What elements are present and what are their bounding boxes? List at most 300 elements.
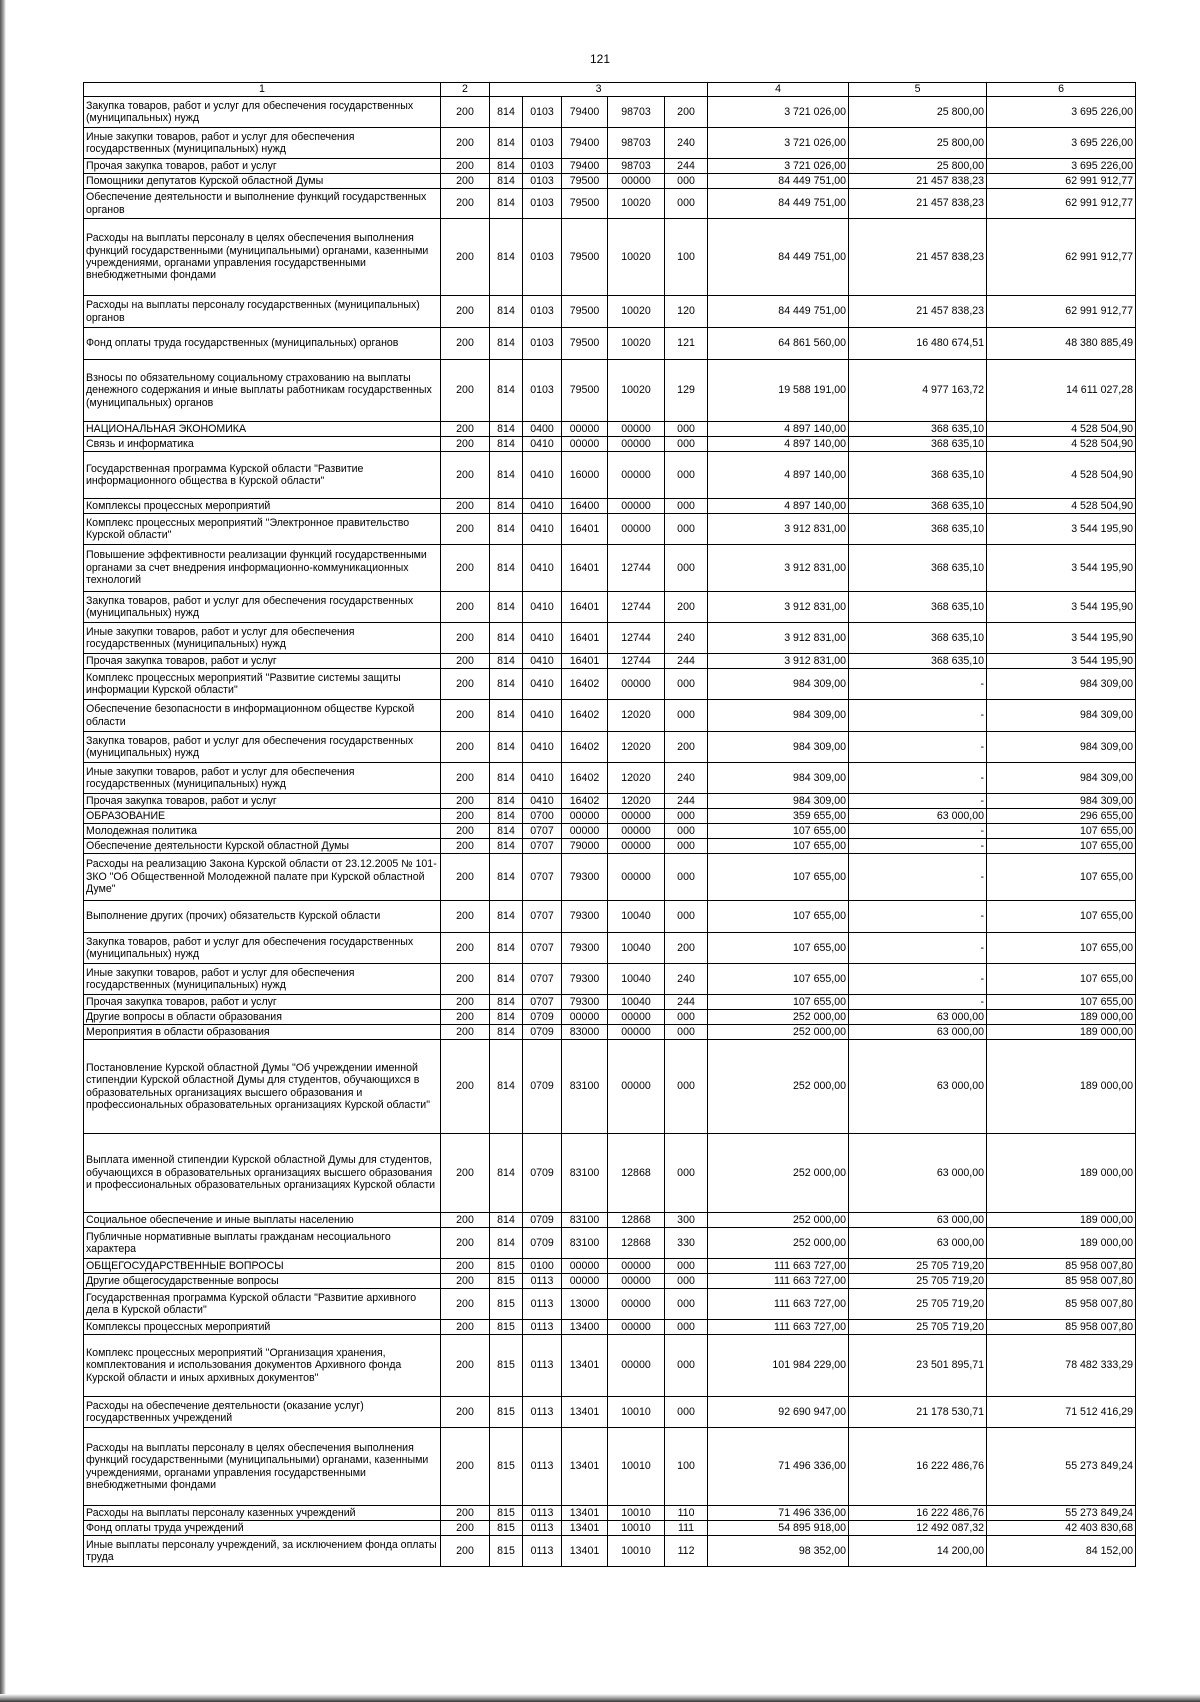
row-section-code: 0410 — [523, 763, 562, 794]
table-row — [84, 1040, 1136, 1134]
row-name: Комплекс процессных мероприятий "Развитие системы защиты информации Курской области" — [84, 669, 441, 700]
row-program-code: 79500 — [562, 328, 608, 360]
row-value-6: 107 655,00 — [987, 824, 1136, 839]
row-direction-code: 00000 — [608, 1040, 665, 1134]
row-expense-type: 300 — [665, 1213, 708, 1228]
row-program-code: 13401 — [562, 1335, 608, 1397]
row-dept-code: 814 — [490, 854, 523, 901]
header-col-1: 1 — [84, 83, 441, 97]
row-value-5: - — [849, 839, 987, 854]
row-name: Комплексы процессных мероприятий — [84, 1320, 441, 1335]
table-row — [84, 452, 1136, 499]
row-value-5: - — [849, 763, 987, 794]
row-value-5: 368 635,10 — [849, 452, 987, 499]
row-value-5: 63 000,00 — [849, 1010, 987, 1025]
row-dept-code: 814 — [490, 1010, 523, 1025]
row-direction-code: 10020 — [608, 219, 665, 296]
row-expense-type: 000 — [665, 1335, 708, 1397]
row-dept-code: 814 — [490, 189, 523, 219]
table-row — [84, 732, 1136, 763]
row-name: Выполнение других (прочих) обязательств Курской области — [84, 901, 441, 933]
row-value-4: 84 449 751,00 — [708, 219, 849, 296]
row-expense-type: 244 — [665, 794, 708, 809]
row-admin-code: 200 — [441, 592, 490, 623]
row-expense-type: 000 — [665, 1397, 708, 1428]
row-direction-code: 00000 — [608, 1274, 665, 1289]
row-dept-code: 814 — [490, 128, 523, 159]
row-admin-code: 200 — [441, 732, 490, 763]
row-value-4: 359 655,00 — [708, 809, 849, 824]
row-program-code: 16401 — [562, 514, 608, 545]
row-admin-code: 200 — [441, 174, 490, 189]
row-section-code: 0113 — [523, 1521, 562, 1536]
row-program-code: 79300 — [562, 933, 608, 964]
table-row — [84, 1289, 1136, 1320]
row-admin-code: 200 — [441, 1397, 490, 1428]
row-value-6: 85 958 007,80 — [987, 1259, 1136, 1274]
row-direction-code: 00000 — [608, 809, 665, 824]
row-name: Другие общегосударственные вопросы — [84, 1274, 441, 1289]
row-name: Социальное обеспечение и иные выплаты населению — [84, 1213, 441, 1228]
row-value-6: 107 655,00 — [987, 839, 1136, 854]
row-admin-code: 200 — [441, 1040, 490, 1134]
row-name: Закупка товаров, работ и услуг для обеспечения государственных (муниципальных) нужд — [84, 97, 441, 128]
row-direction-code: 10010 — [608, 1506, 665, 1521]
row-dept-code: 814 — [490, 159, 523, 174]
row-section-code: 0103 — [523, 128, 562, 159]
row-program-code: 16402 — [562, 732, 608, 763]
row-expense-type: 000 — [665, 854, 708, 901]
row-admin-code: 200 — [441, 1521, 490, 1536]
row-section-code: 0103 — [523, 189, 562, 219]
row-value-5: 14 200,00 — [849, 1536, 987, 1567]
row-dept-code: 814 — [490, 1134, 523, 1213]
row-name: Комплексы процессных мероприятий — [84, 499, 441, 514]
row-admin-code: 200 — [441, 669, 490, 700]
row-value-6: 107 655,00 — [987, 964, 1136, 995]
row-dept-code: 814 — [490, 964, 523, 995]
row-name: Государственная программа Курской области "Развитие архивного дела в Курской области" — [84, 1289, 441, 1320]
row-section-code: 0103 — [523, 97, 562, 128]
row-value-4: 107 655,00 — [708, 995, 849, 1010]
row-value-6: 4 528 504,90 — [987, 452, 1136, 499]
row-admin-code: 200 — [441, 1025, 490, 1040]
row-name: Прочая закупка товаров, работ и услуг — [84, 794, 441, 809]
row-dept-code: 814 — [490, 654, 523, 669]
row-value-5: 21 457 838,23 — [849, 296, 987, 328]
row-dept-code: 814 — [490, 360, 523, 422]
row-value-4: 3 912 831,00 — [708, 514, 849, 545]
table-row — [84, 159, 1136, 174]
table-row — [84, 219, 1136, 296]
row-value-5: 63 000,00 — [849, 1213, 987, 1228]
row-section-code: 0113 — [523, 1289, 562, 1320]
table-row — [84, 809, 1136, 824]
row-value-5: 63 000,00 — [849, 1040, 987, 1134]
table-row — [84, 1320, 1136, 1335]
row-section-code: 0410 — [523, 732, 562, 763]
row-program-code: 16401 — [562, 545, 608, 592]
table-row — [84, 623, 1136, 654]
table-row — [84, 592, 1136, 623]
row-admin-code: 200 — [441, 452, 490, 499]
row-expense-type: 244 — [665, 654, 708, 669]
row-expense-type: 000 — [665, 1259, 708, 1274]
table-row — [84, 995, 1136, 1010]
row-direction-code: 10020 — [608, 189, 665, 219]
row-program-code: 79400 — [562, 97, 608, 128]
row-value-5: - — [849, 824, 987, 839]
row-value-4: 252 000,00 — [708, 1025, 849, 1040]
row-value-4: 4 897 140,00 — [708, 437, 849, 452]
row-value-4: 984 309,00 — [708, 794, 849, 809]
row-value-6: 42 403 830,68 — [987, 1521, 1136, 1536]
row-expense-type: 000 — [665, 824, 708, 839]
row-value-5: - — [849, 964, 987, 995]
row-value-4: 4 897 140,00 — [708, 422, 849, 437]
row-expense-type: 000 — [665, 545, 708, 592]
row-section-code: 0709 — [523, 1228, 562, 1259]
row-section-code: 0113 — [523, 1428, 562, 1506]
row-section-code: 0113 — [523, 1274, 562, 1289]
row-value-6: 189 000,00 — [987, 1025, 1136, 1040]
row-section-code: 0709 — [523, 1040, 562, 1134]
row-expense-type: 110 — [665, 1506, 708, 1521]
row-value-5: 368 635,10 — [849, 437, 987, 452]
row-admin-code: 200 — [441, 964, 490, 995]
row-value-6: 62 991 912,77 — [987, 189, 1136, 219]
row-admin-code: 200 — [441, 1320, 490, 1335]
row-dept-code: 814 — [490, 1213, 523, 1228]
row-admin-code: 200 — [441, 901, 490, 933]
row-direction-code: 98703 — [608, 128, 665, 159]
row-dept-code: 814 — [490, 97, 523, 128]
row-value-4: 107 655,00 — [708, 901, 849, 933]
row-direction-code: 12020 — [608, 794, 665, 809]
row-direction-code: 10020 — [608, 296, 665, 328]
row-program-code: 83100 — [562, 1228, 608, 1259]
row-expense-type: 000 — [665, 1040, 708, 1134]
row-value-5: 63 000,00 — [849, 1134, 987, 1213]
row-dept-code: 815 — [490, 1320, 523, 1335]
row-admin-code: 200 — [441, 809, 490, 824]
row-section-code: 0707 — [523, 824, 562, 839]
row-name: Расходы на реализацию Закона Курской области от 23.12.2005 № 101-ЗКО "Об Общественной Молодежной палате при Курской областной Думе" — [84, 854, 441, 901]
row-dept-code: 814 — [490, 174, 523, 189]
row-value-5: - — [849, 933, 987, 964]
row-direction-code: 10040 — [608, 901, 665, 933]
row-admin-code: 200 — [441, 328, 490, 360]
row-expense-type: 000 — [665, 669, 708, 700]
row-direction-code: 00000 — [608, 514, 665, 545]
row-dept-code: 815 — [490, 1506, 523, 1521]
row-value-6: 84 152,00 — [987, 1536, 1136, 1567]
row-value-6: 62 991 912,77 — [987, 174, 1136, 189]
row-program-code: 79000 — [562, 839, 608, 854]
row-expense-type: 000 — [665, 1289, 708, 1320]
row-dept-code: 814 — [490, 763, 523, 794]
row-value-6: 189 000,00 — [987, 1040, 1136, 1134]
row-expense-type: 129 — [665, 360, 708, 422]
row-program-code: 00000 — [562, 1259, 608, 1274]
row-dept-code: 814 — [490, 296, 523, 328]
row-name: Прочая закупка товаров, работ и услуг — [84, 995, 441, 1010]
row-value-5: - — [849, 995, 987, 1010]
row-name: Закупка товаров, работ и услуг для обеспечения государственных (муниципальных) нужд — [84, 592, 441, 623]
table-row — [84, 1521, 1136, 1536]
row-direction-code: 00000 — [608, 437, 665, 452]
row-value-5: - — [849, 732, 987, 763]
row-admin-code: 200 — [441, 1228, 490, 1259]
row-value-4: 3 912 831,00 — [708, 623, 849, 654]
row-value-5: - — [849, 901, 987, 933]
row-expense-type: 244 — [665, 159, 708, 174]
row-value-4: 984 309,00 — [708, 732, 849, 763]
row-value-4: 64 861 560,00 — [708, 328, 849, 360]
row-direction-code: 00000 — [608, 499, 665, 514]
row-direction-code: 00000 — [608, 1010, 665, 1025]
table-row — [84, 1274, 1136, 1289]
row-value-4: 984 309,00 — [708, 763, 849, 794]
row-value-6: 85 958 007,80 — [987, 1289, 1136, 1320]
row-program-code: 13400 — [562, 1320, 608, 1335]
row-value-6: 4 528 504,90 — [987, 499, 1136, 514]
row-value-5: 21 457 838,23 — [849, 219, 987, 296]
header-col-3: 3 — [490, 83, 708, 97]
row-value-5: 368 635,10 — [849, 499, 987, 514]
row-direction-code: 00000 — [608, 1259, 665, 1274]
row-section-code: 0113 — [523, 1397, 562, 1428]
row-value-4: 3 721 026,00 — [708, 97, 849, 128]
row-admin-code: 200 — [441, 1213, 490, 1228]
row-value-5: 21 457 838,23 — [849, 189, 987, 219]
row-section-code: 0410 — [523, 592, 562, 623]
row-value-6: 3 695 226,00 — [987, 97, 1136, 128]
row-dept-code: 814 — [490, 839, 523, 854]
row-program-code: 16000 — [562, 452, 608, 499]
row-name: Закупка товаров, работ и услуг для обеспечения государственных (муниципальных) нужд — [84, 732, 441, 763]
table-row — [84, 933, 1136, 964]
row-section-code: 0113 — [523, 1320, 562, 1335]
row-value-6: 107 655,00 — [987, 933, 1136, 964]
row-expense-type: 000 — [665, 452, 708, 499]
row-name: Расходы на выплаты персоналу в целях обеспечения выполнения функций государственными (муниципальными) органами, казенными учреждениями, органами управления государственными внебюджетными фондами — [84, 219, 441, 296]
row-value-5: 16 222 486,76 — [849, 1428, 987, 1506]
row-value-6: 3 695 226,00 — [987, 159, 1136, 174]
table-row — [84, 189, 1136, 219]
row-value-6: 55 273 849,24 — [987, 1506, 1136, 1521]
row-direction-code: 10010 — [608, 1536, 665, 1567]
row-value-6: 107 655,00 — [987, 995, 1136, 1010]
row-section-code: 0410 — [523, 794, 562, 809]
row-section-code: 0410 — [523, 545, 562, 592]
row-value-5: 25 705 719,20 — [849, 1320, 987, 1335]
row-dept-code: 814 — [490, 452, 523, 499]
row-value-5: 25 705 719,20 — [849, 1259, 987, 1274]
row-value-4: 252 000,00 — [708, 1228, 849, 1259]
row-name: Закупка товаров, работ и услуг для обеспечения государственных (муниципальных) нужд — [84, 933, 441, 964]
row-section-code: 0113 — [523, 1335, 562, 1397]
row-name: Иные закупки товаров, работ и услуг для обеспечения государственных (муниципальных) нужд — [84, 128, 441, 159]
row-expense-type: 240 — [665, 128, 708, 159]
row-admin-code: 200 — [441, 219, 490, 296]
table-body — [84, 97, 1136, 1567]
row-section-code: 0410 — [523, 499, 562, 514]
table-row — [84, 901, 1136, 933]
row-section-code: 0707 — [523, 854, 562, 901]
row-program-code: 79500 — [562, 219, 608, 296]
row-section-code: 0410 — [523, 700, 562, 732]
table-row — [84, 545, 1136, 592]
row-value-5: 368 635,10 — [849, 623, 987, 654]
row-value-6: 189 000,00 — [987, 1228, 1136, 1259]
row-name: Расходы на выплаты персоналу государственных (муниципальных) органов — [84, 296, 441, 328]
scan-edge-left — [0, 0, 6, 1702]
row-value-4: 71 496 336,00 — [708, 1506, 849, 1521]
row-name: Другие вопросы в области образования — [84, 1010, 441, 1025]
table-row — [84, 1228, 1136, 1259]
header-row — [84, 83, 1136, 97]
row-admin-code: 200 — [441, 1134, 490, 1213]
row-admin-code: 200 — [441, 794, 490, 809]
row-section-code: 0113 — [523, 1536, 562, 1567]
row-value-6: 984 309,00 — [987, 732, 1136, 763]
row-admin-code: 200 — [441, 514, 490, 545]
row-dept-code: 814 — [490, 995, 523, 1010]
row-dept-code: 814 — [490, 1025, 523, 1040]
row-name: ОБРАЗОВАНИЕ — [84, 809, 441, 824]
row-section-code: 0103 — [523, 219, 562, 296]
table-row — [84, 1259, 1136, 1274]
row-value-4: 107 655,00 — [708, 854, 849, 901]
row-direction-code: 00000 — [608, 174, 665, 189]
row-expense-type: 240 — [665, 964, 708, 995]
row-value-4: 3 912 831,00 — [708, 592, 849, 623]
row-direction-code: 10040 — [608, 995, 665, 1010]
row-value-4: 3 721 026,00 — [708, 128, 849, 159]
row-section-code: 0707 — [523, 995, 562, 1010]
row-program-code: 00000 — [562, 422, 608, 437]
row-direction-code: 00000 — [608, 1289, 665, 1320]
row-value-4: 84 449 751,00 — [708, 296, 849, 328]
row-direction-code: 00000 — [608, 669, 665, 700]
row-section-code: 0113 — [523, 1506, 562, 1521]
row-value-4: 252 000,00 — [708, 1040, 849, 1134]
row-value-6: 189 000,00 — [987, 1213, 1136, 1228]
row-expense-type: 000 — [665, 839, 708, 854]
row-value-5: 63 000,00 — [849, 809, 987, 824]
row-section-code: 0709 — [523, 1025, 562, 1040]
row-program-code: 79400 — [562, 128, 608, 159]
row-value-6: 55 273 849,24 — [987, 1428, 1136, 1506]
row-dept-code: 815 — [490, 1397, 523, 1428]
row-name: Помощники депутатов Курской областной Думы — [84, 174, 441, 189]
row-section-code: 0103 — [523, 328, 562, 360]
row-direction-code: 12744 — [608, 592, 665, 623]
row-name: Постановление Курской областной Думы "Об учреждении именной стипендии Курской областной Думы для студентов, обучающихся в образовательных организациях высшего образования и профессиональных образовательных организациях Курской области" — [84, 1040, 441, 1134]
row-program-code: 00000 — [562, 809, 608, 824]
row-direction-code: 00000 — [608, 1335, 665, 1397]
row-expense-type: 000 — [665, 174, 708, 189]
row-direction-code: 10020 — [608, 328, 665, 360]
row-expense-type: 121 — [665, 328, 708, 360]
row-program-code: 00000 — [562, 1274, 608, 1289]
row-expense-type: 200 — [665, 592, 708, 623]
row-expense-type: 111 — [665, 1521, 708, 1536]
table-row — [84, 422, 1136, 437]
row-program-code: 79300 — [562, 995, 608, 1010]
row-section-code: 0410 — [523, 437, 562, 452]
row-name: Иные закупки товаров, работ и услуг для обеспечения государственных (муниципальных) нужд — [84, 623, 441, 654]
row-direction-code: 98703 — [608, 159, 665, 174]
row-value-6: 984 309,00 — [987, 669, 1136, 700]
row-expense-type: 100 — [665, 219, 708, 296]
row-direction-code: 10010 — [608, 1521, 665, 1536]
row-expense-type: 000 — [665, 437, 708, 452]
row-value-6: 85 958 007,80 — [987, 1274, 1136, 1289]
row-value-6: 4 528 504,90 — [987, 437, 1136, 452]
row-value-6: 71 512 416,29 — [987, 1397, 1136, 1428]
table-row — [84, 1506, 1136, 1521]
table-row — [84, 1397, 1136, 1428]
row-admin-code: 200 — [441, 422, 490, 437]
row-dept-code: 815 — [490, 1259, 523, 1274]
row-value-4: 111 663 727,00 — [708, 1274, 849, 1289]
row-program-code: 13401 — [562, 1428, 608, 1506]
row-section-code: 0707 — [523, 901, 562, 933]
row-dept-code: 814 — [490, 623, 523, 654]
row-value-4: 4 897 140,00 — [708, 499, 849, 514]
row-direction-code: 00000 — [608, 854, 665, 901]
row-section-code: 0400 — [523, 422, 562, 437]
table-row — [84, 499, 1136, 514]
row-direction-code: 12868 — [608, 1213, 665, 1228]
row-dept-code: 814 — [490, 901, 523, 933]
row-admin-code: 200 — [441, 700, 490, 732]
row-admin-code: 200 — [441, 97, 490, 128]
row-value-5: 368 635,10 — [849, 592, 987, 623]
row-expense-type: 000 — [665, 1134, 708, 1213]
row-expense-type: 000 — [665, 1010, 708, 1025]
row-program-code: 00000 — [562, 437, 608, 452]
table-row — [84, 1428, 1136, 1506]
row-name: Комплекс процессных мероприятий "Организация хранения, комплектования и использования документов Архивного фонда Курской области и иных архивных документов" — [84, 1335, 441, 1397]
table-row — [84, 1010, 1136, 1025]
row-program-code: 83100 — [562, 1040, 608, 1134]
row-value-6: 3 544 195,90 — [987, 654, 1136, 669]
row-name: Прочая закупка товаров, работ и услуг — [84, 654, 441, 669]
row-value-4: 19 588 191,00 — [708, 360, 849, 422]
row-dept-code: 814 — [490, 824, 523, 839]
row-direction-code: 00000 — [608, 1320, 665, 1335]
row-name: Расходы на обеспечение деятельности (оказание услуг) государственных учреждений — [84, 1397, 441, 1428]
row-direction-code: 12744 — [608, 545, 665, 592]
row-expense-type: 000 — [665, 422, 708, 437]
row-direction-code: 12744 — [608, 623, 665, 654]
row-value-4: 111 663 727,00 — [708, 1259, 849, 1274]
row-program-code: 13401 — [562, 1397, 608, 1428]
row-admin-code: 200 — [441, 296, 490, 328]
row-section-code: 0700 — [523, 809, 562, 824]
table-row — [84, 514, 1136, 545]
table-row — [84, 1025, 1136, 1040]
table-row — [84, 654, 1136, 669]
row-value-6: 296 655,00 — [987, 809, 1136, 824]
row-dept-code: 814 — [490, 732, 523, 763]
row-dept-code: 814 — [490, 1040, 523, 1134]
row-value-5: 12 492 087,32 — [849, 1521, 987, 1536]
row-admin-code: 200 — [441, 1259, 490, 1274]
